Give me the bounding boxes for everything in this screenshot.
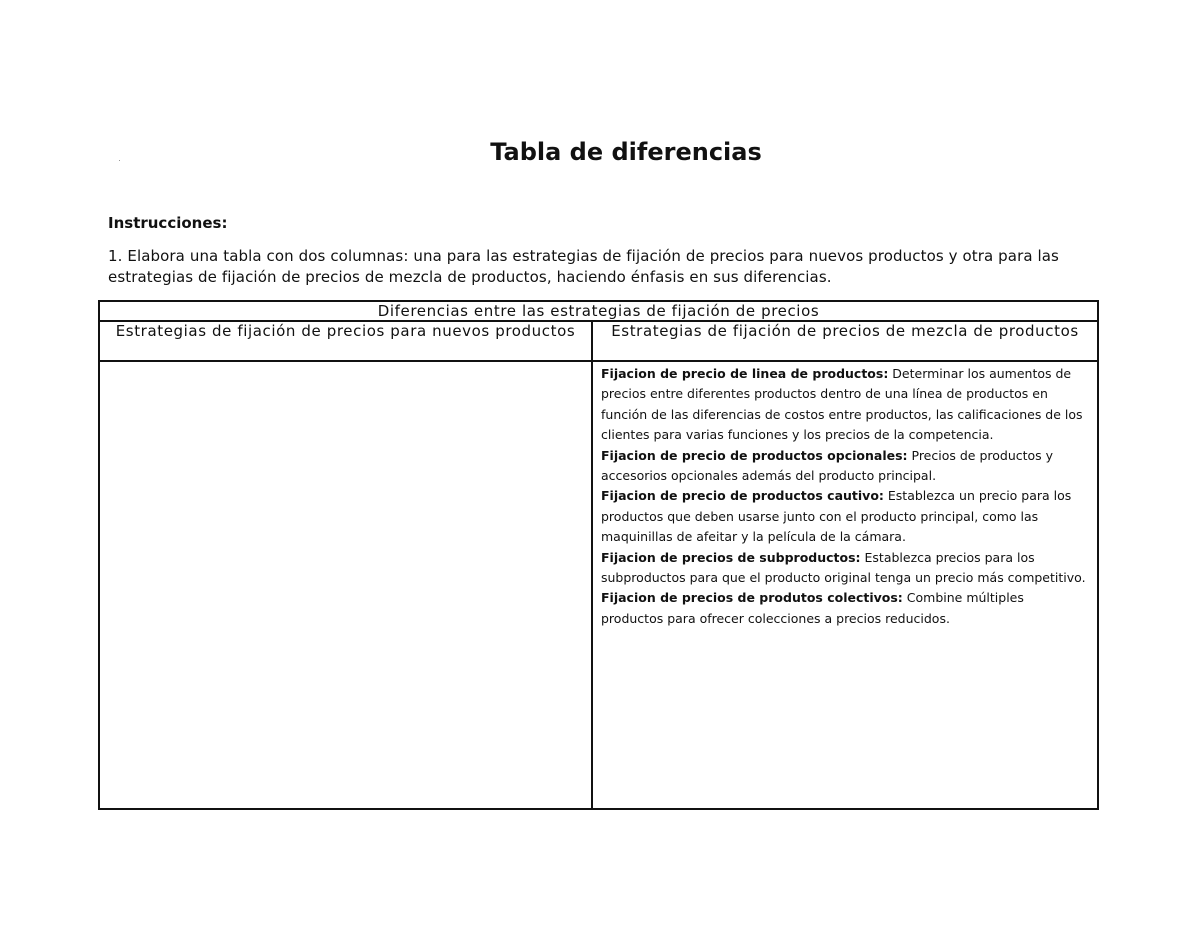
- product-mix-content: [593, 362, 1097, 629]
- strategy-description: Precios de productos y accesorios opcionales además del producto principal.: [601, 447, 1054, 484]
- strategy-term: Fijacion de precio de productos cautivo:: [601, 488, 884, 504]
- strategy-description: Determinar los aumentos de precios entre diferentes productos dentro de una línea de productos en función de las diferencias de costos entre productos, las calificaciones de los clientes para varias funciones y los precios de la competencia.: [601, 366, 1083, 443]
- page-title: Tabla de diferencias: [490, 138, 762, 166]
- strategy-item: [601, 486, 1089, 547]
- product-mix-cell: [592, 361, 1098, 809]
- strategy-term: Fijacion de precio de productos opcionales:: [601, 447, 908, 463]
- column-header-product-mix: Estrategias de fijación de precios de mezcla de productos: [592, 321, 1098, 361]
- strategy-item: [601, 548, 1089, 589]
- new-products-cell: [99, 361, 592, 809]
- strategy-description: Establezca precios para los subproductos para que el producto original tenga un precio más competitivo.: [601, 549, 1086, 586]
- differences-table: [98, 300, 1099, 810]
- strategy-description: Combine múltiples productos para ofrecer colecciones a precios reducidos.: [601, 590, 1024, 626]
- new-products-content: [100, 362, 591, 364]
- strategy-term: Fijacion de precios de subproductos:: [601, 549, 861, 565]
- strategy-term: Fijacion de precio de linea de productos:: [601, 366, 889, 381]
- strategy-item: [601, 446, 1089, 487]
- column-header-row: [99, 321, 1098, 361]
- table-header: Diferencias entre las estrategias de fijación de precios: [99, 301, 1098, 321]
- table-header-row: [99, 301, 1098, 321]
- instructions-label: Instrucciones:: [108, 214, 228, 232]
- strategy-item: [601, 364, 1089, 446]
- strategy-description: Establezca un precio para los productos que deben usarse junto con el producto principal, como las maquinillas de afeitar y la película de la cámara.: [601, 488, 1072, 545]
- table-body-row: [99, 361, 1098, 809]
- strategy-term: Fijacion de precios de produtos colectivos:: [601, 590, 903, 606]
- column-header-new-products: Estrategias de fijación de precios para nuevos productos: [99, 321, 592, 361]
- strategy-item: [601, 588, 1089, 629]
- instructions-text: 1. Elabora una tabla con dos columnas: una para las estrategias de fijación de precios para nuevos productos y otra para las estrategias de fijación de precios de mezcla de productos, haciendo énfasis en sus diferencias.: [108, 247, 1059, 286]
